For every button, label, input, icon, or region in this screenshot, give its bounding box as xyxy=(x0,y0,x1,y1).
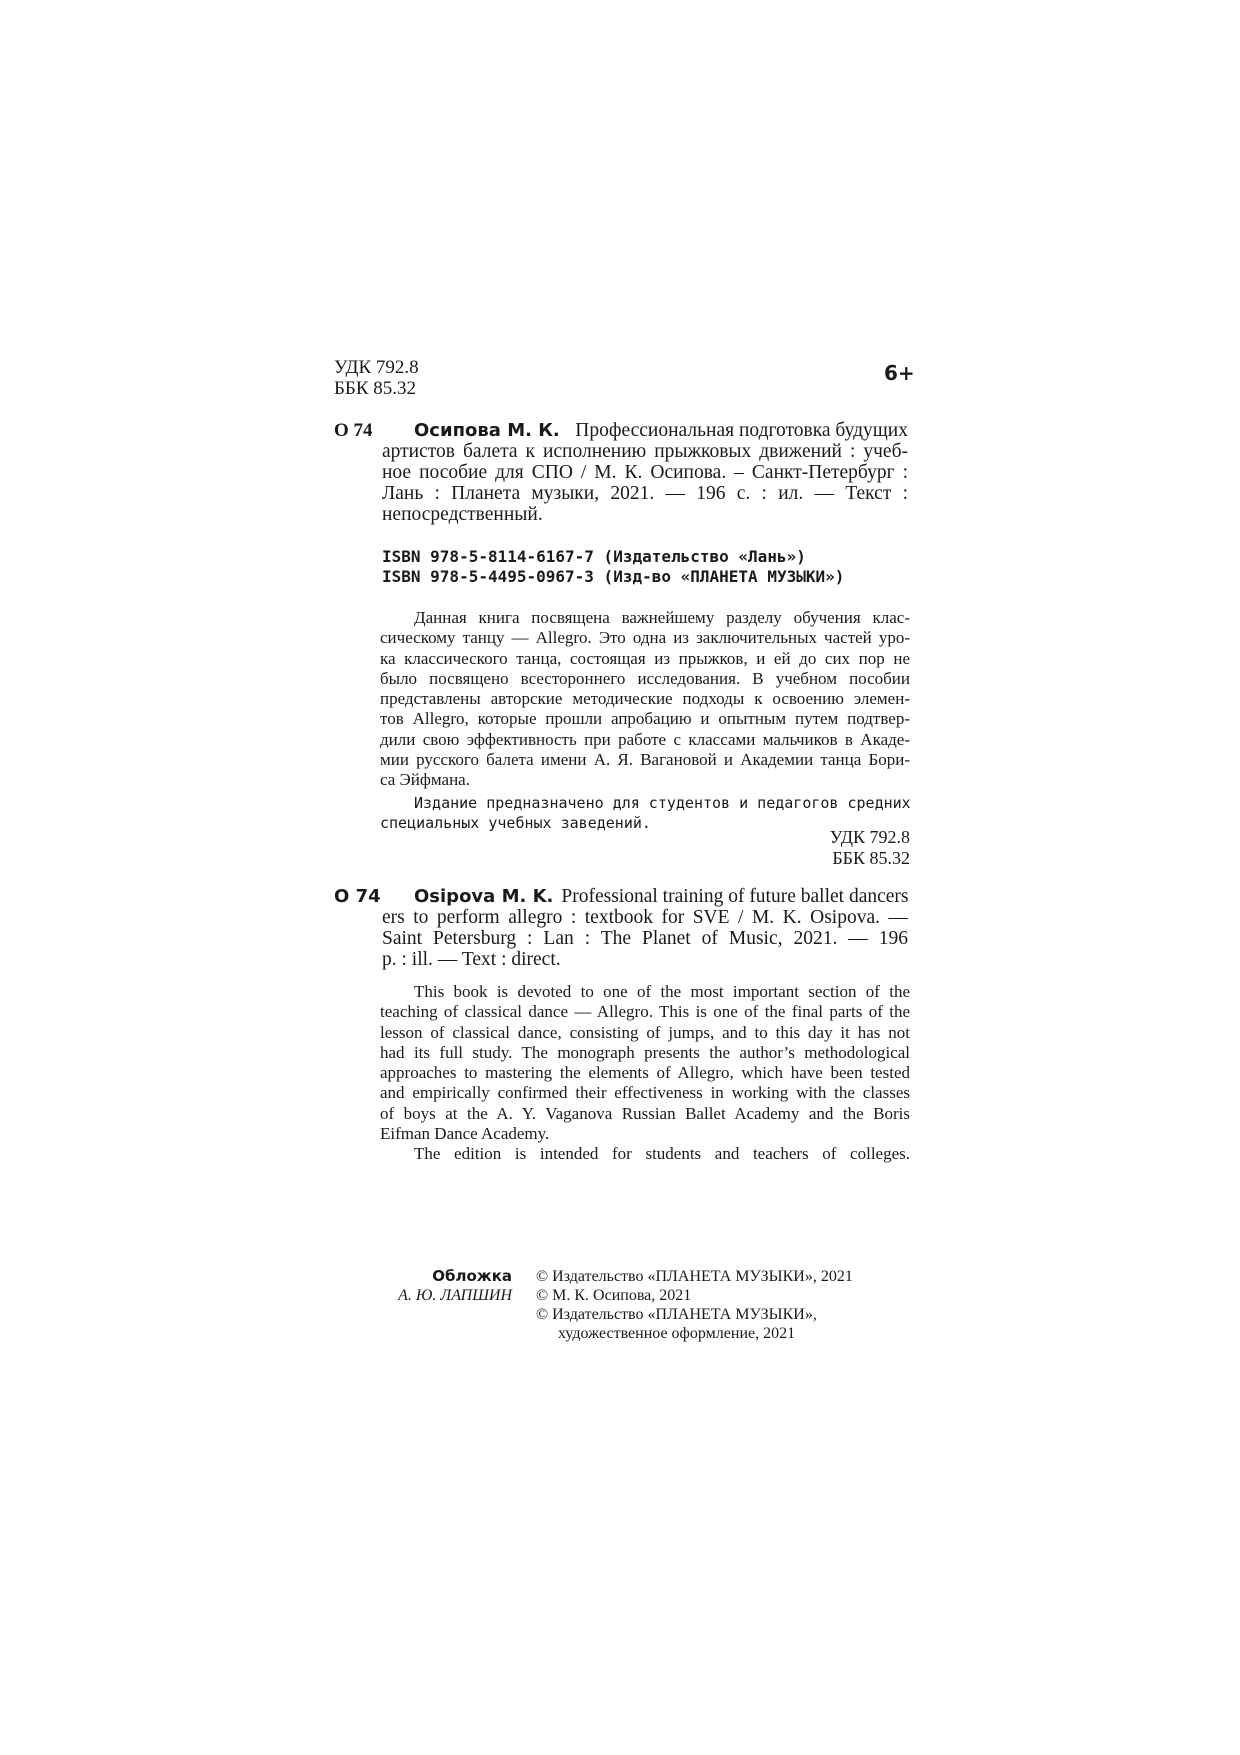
en-abstract-line: and empirically confirmed their effectiveness in working with the classes xyxy=(380,1083,910,1103)
ru-udk: УДК 792.8 xyxy=(829,827,910,847)
en-title-line-2: ers to perform allegro : textbook for SVE / M. K. Osipova. — xyxy=(382,907,908,928)
en-entry-body xyxy=(382,907,908,970)
en-author: Osipova M. K. xyxy=(414,886,554,907)
ru-audience-line: Издание предназначено для студентов и педагогов средних xyxy=(414,794,911,812)
ru-author: Осипова М. К. xyxy=(414,420,560,441)
ru-abstract-line: ка классического танца, состоящая из прыжков, и ей до сих пор не xyxy=(380,648,910,668)
ru-title-line-2: артистов балета к исполнению прыжковых движений : учеб- xyxy=(382,441,908,462)
header-udk: УДК 792.8 xyxy=(334,357,419,378)
copyright-line: художественное оформление, 2021 xyxy=(558,1325,796,1342)
isbn-lan: ISBN 978-5-8114-6167-7 (Издательство «Лань») xyxy=(382,547,806,566)
en-abstract-line: approaches to mastering the elements of Allegro, which have been tested xyxy=(380,1063,910,1083)
en-title-line-3: Saint Petersburg : Lan : The Planet of Music, 2021. — 196 xyxy=(382,928,908,949)
ru-entry-body xyxy=(382,441,908,525)
age-rating: 6+ xyxy=(884,361,915,385)
ru-title-line-5: непосредственный. xyxy=(382,504,543,525)
en-abstract xyxy=(380,982,910,1165)
ru-isbn-block xyxy=(382,547,844,587)
en-abstract-line: teaching of classical dance — Allegro. This is one of the final parts of the xyxy=(380,1002,910,1022)
en-audience: The edition is intended for students and teachers of colleges. xyxy=(414,1144,910,1164)
ru-audience-line: специальных учебных заведений. xyxy=(380,814,651,833)
en-entry-first-line xyxy=(414,886,908,907)
ru-abstract xyxy=(380,608,910,791)
ru-abstract-line: дили свою эффективность при работе с классами мальчиков в Акаде- xyxy=(380,729,910,749)
copyright-line: © Издательство «ПЛАНЕТА МУЗЫКИ», xyxy=(536,1306,817,1323)
ru-abstract-line: са Эйфмана. xyxy=(380,770,470,790)
en-abstract-line: had its full study. The monograph presents the author’s methodological xyxy=(380,1042,910,1062)
isbn-planeta: ISBN 978-5-4495-0967-3 (Изд-во «ПЛАНЕТА МУЗЫКИ») xyxy=(382,567,845,586)
ru-entry-first-line xyxy=(414,420,908,441)
cover-credit xyxy=(398,1267,512,1305)
copyright-block xyxy=(536,1267,853,1343)
en-title-line-1: Professional training of future ballet dancers xyxy=(561,886,909,907)
ru-classification xyxy=(830,827,910,869)
en-abstract-line: Eifman Dance Academy. xyxy=(380,1124,550,1144)
ru-bbk: ББК 85.32 xyxy=(832,848,910,868)
ru-title-line-4: Лань : Планета музыки, 2021. — 196 с. : ил. — Текст : xyxy=(382,483,908,504)
ru-abstract-line: сическому танцу — Allegro. Это одна из заключительных частей уро- xyxy=(380,628,910,648)
en-abstract-line: lesson of classical dance, consisting of jumps, and to this day it has not xyxy=(380,1022,910,1042)
ru-abstract-line: было посвящено всестороннего исследования. В учебном пособии xyxy=(380,668,910,688)
ru-index: О 74 xyxy=(334,420,373,441)
header-codes xyxy=(334,357,419,399)
en-abstract-line: This book is devoted to one of the most important section of the xyxy=(414,982,910,1001)
en-title-line-4: p. : ill. — Text : direct. xyxy=(382,949,561,970)
ru-title-line-3: ное пособие для СПО / М. К. Осипова. – Санкт-Петербург : xyxy=(382,462,908,483)
copyright-line: © М. К. Осипова, 2021 xyxy=(536,1287,692,1304)
en-abstract-line: of boys at the A. Y. Vaganova Russian Ballet Academy and the Boris xyxy=(380,1103,910,1123)
copyright-line: © Издательство «ПЛАНЕТА МУЗЫКИ», 2021 xyxy=(536,1268,853,1285)
ru-abstract-line: представлены авторские методические подходы к освоению элемен- xyxy=(380,689,910,709)
en-index: O 74 xyxy=(334,886,381,907)
ru-title-line-1: Профессиональная подготовка будущих xyxy=(575,420,908,441)
cover-artist: А. Ю. ЛАПШИН xyxy=(398,1287,512,1304)
header-bbk: ББК 85.32 xyxy=(334,378,416,399)
cover-label: Обложка xyxy=(432,1267,512,1285)
ru-abstract-line: тов Allegro, которые прошли апробацию и опытным путем подтвер- xyxy=(380,709,910,729)
ru-abstract-line: Данная книга посвящена важнейшему разделу обучения клас- xyxy=(414,608,910,627)
ru-abstract-line: мии русского балета имени А. Я. Вагановой и Академии танца Бори- xyxy=(380,750,910,770)
